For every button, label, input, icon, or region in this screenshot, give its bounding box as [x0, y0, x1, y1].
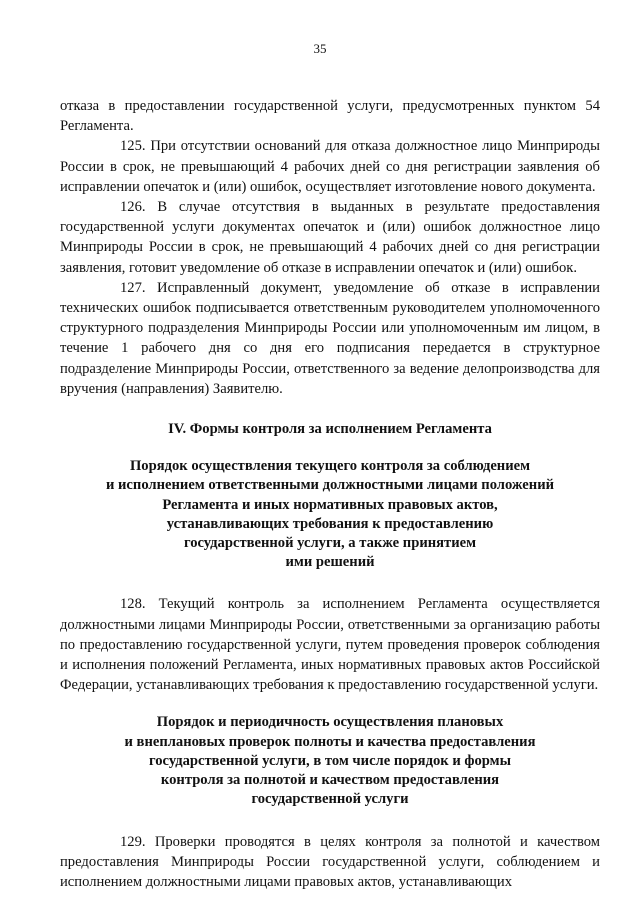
- subsection-title-line: государственной услуги: [251, 791, 409, 808]
- subsection-title-inspections: [60, 713, 600, 809]
- subsection-title-line: государственной услуги, а также принятием: [183, 535, 477, 552]
- subsection-title-current-control: [60, 457, 600, 572]
- subsection-title-line: устанавливающих требования к предоставлению: [166, 515, 494, 532]
- page-number: 35: [313, 41, 327, 56]
- paragraph-continuation: отказа в предоставлении государственной услуги, предусмотренных пунктом 54 Регламента.: [60, 98, 600, 135]
- paragraph-127: 127. Исправленный документ, уведомление об отказе в исправлении технических ошибок подписывается ответственным руководителем уполномоченного структурного подразделения Минприроды России или уполномоченным им лицом, в течение 1 рабочего дня со дня его подписания передается в структурное подразделение Минприроды России, ответственного за ведение делопроизводства для вручения (направления) Заявителю.: [60, 279, 600, 397]
- subsection-title-line: контроля за полнотой и качеством предоставления: [160, 772, 500, 789]
- paragraph-129: 129. Проверки проводятся в целях контроля за полнотой и качеством предоставления Минприроды России государственной услуги, соблюдением и исполнением должностными лицами правовых актов, устанавливающих: [60, 833, 600, 890]
- subsection-title-line: Регламента и иных нормативных правовых актов,: [162, 496, 498, 513]
- subsection-title-line: Порядок и периодичность осуществления плановых: [156, 714, 504, 731]
- section-title-iv: IV. Формы контроля за исполнением Регламента: [168, 421, 492, 438]
- subsection-title-line: ими решений: [285, 554, 375, 571]
- paragraph-126: 126. В случае отсутствия в выданных в результате предоставления государственной услуги документах опечаток и (или) ошибок должностное лицо Минприроды России в срок, не превышающий 4 рабочих дней со дня регистрации заявления, готовит уведомление об отказе в исправлении опечаток и (или) ошибок.: [60, 199, 600, 276]
- subsection-title-line: и внеплановых проверок полноты и качества предоставления: [124, 733, 536, 750]
- subsection-title-line: Порядок осуществления текущего контроля за соблюдением: [129, 458, 531, 475]
- subsection-title-line: и исполнением ответственными должностными лицами положений: [105, 477, 555, 494]
- paragraph-125: 125. При отсутствии оснований для отказа должностное лицо Минприроды России в срок, не превышающий 4 рабочих дней со дня регистрации заявления об исправлении опечаток и (или) ошибок, осуществляет изготовление нового документа.: [60, 138, 600, 195]
- subsection-title-line: государственной услуги, в том числе порядок и формы: [148, 752, 511, 769]
- document-body: [60, 96, 600, 892]
- paragraph-128: 128. Текущий контроль за исполнением Регламента осуществляется должностными лицами Минприроды России, ответственными за организацию работы по предоставлению государственной услуги, путем проведения проверок соблюдения и исполнения положений Регламента, иных нормативных правовых актов Российской Федерации, устанавливающих требования к предоставлению государственной услуги.: [60, 596, 600, 694]
